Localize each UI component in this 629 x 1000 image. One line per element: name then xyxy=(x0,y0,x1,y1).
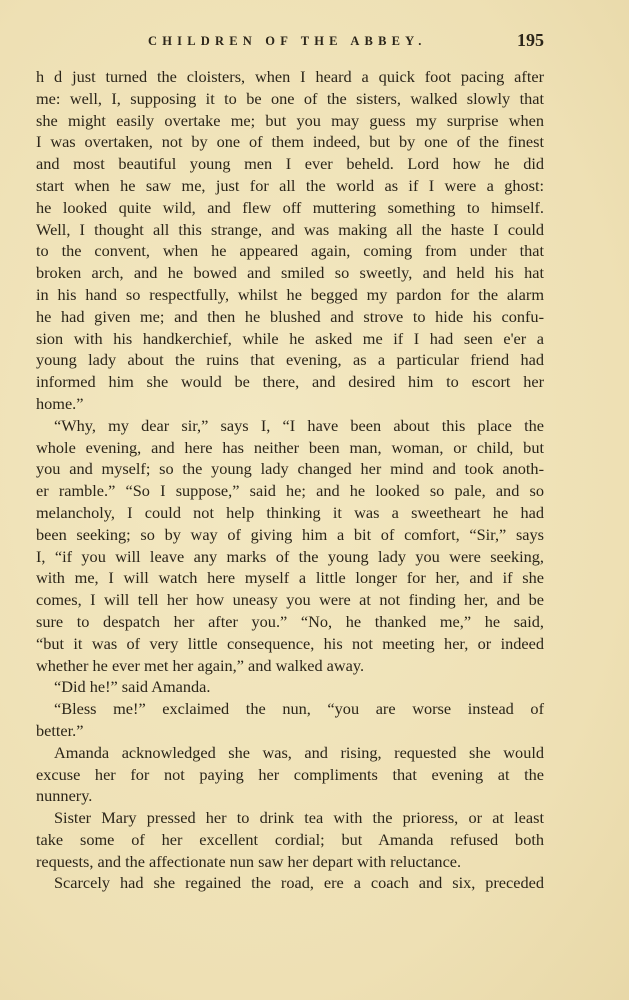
text-line: informed him she would be there, and desired him to escort her xyxy=(36,372,544,392)
text-line: been seeking; so by way of giving him a bit of comfort, “Sir,” says xyxy=(36,524,544,544)
text-line: I was overtaken, not by one of them indeed, but by one of the finest xyxy=(36,132,544,152)
text-line: “Why, my dear sir,” says I, “I have been about this place the xyxy=(54,415,544,435)
text-line: he had given me; and then he blushed and strove to hide his confu- xyxy=(36,306,544,326)
body-text xyxy=(36,66,544,894)
text-line: she might easily overtake me; but you may guess my surprise when xyxy=(36,110,544,130)
running-title: CHILDREN OF THE ABBEY. xyxy=(148,34,427,48)
text-line: Amanda acknowledged she was, and rising, requested she would xyxy=(54,742,544,762)
text-line: “Bless me!” exclaimed the nun, “you are worse instead of xyxy=(54,699,544,719)
text-line: he looked quite wild, and flew off muttering something to himself. xyxy=(36,197,544,217)
text-line: Scarcely had she regained the road, ere a coach and six, preceded xyxy=(54,873,544,893)
text-line: better.” xyxy=(36,720,84,740)
text-line: whether he ever met her again,” and walked away. xyxy=(36,655,365,675)
text-line: Well, I thought all this strange, and was making all the haste I could xyxy=(36,219,544,239)
text-line: nunnery. xyxy=(36,786,93,806)
text-line: take some of her excellent cordial; but Amanda refused both xyxy=(36,829,544,849)
text-line: whole evening, and here has neither been man, woman, or child, but xyxy=(36,437,544,457)
text-line: Sister Mary pressed her to drink tea with the prioress, or at least xyxy=(54,808,544,828)
text-line: and most beautiful young men I ever beheld. Lord how he did xyxy=(36,154,544,174)
text-line: start when he saw me, just for all the world as if I were a ghost: xyxy=(36,175,544,195)
text-line: requests, and the affectionate nun saw her depart with reluctance. xyxy=(36,851,462,871)
text-line: in his hand so respectfully, whilst he begged my pardon for the alarm xyxy=(36,284,544,304)
text-line: excuse her for not paying her compliments that evening at the xyxy=(36,764,544,784)
text-line: to the convent, when he appeared again, coming from under that xyxy=(36,241,544,261)
text-line: I, “if you will leave any marks of the young lady you were seeking, xyxy=(36,546,544,566)
text-line: sion with his handkerchief, while he asked me if I had seen e'er a xyxy=(36,328,544,348)
text-line: home.” xyxy=(36,393,84,413)
text-line: comes, I will tell her how uneasy you were at not finding her, and be xyxy=(36,590,544,610)
text-line: h d just turned the cloisters, when I heard a quick foot pacing after xyxy=(36,67,544,86)
text-line: sure to despatch her after you.” “No, he thanked me,” he said, xyxy=(36,611,544,631)
text-line: young lady about the ruins that evening, as a particular friend had xyxy=(36,350,544,370)
text-line: “but it was of very little consequence, his not meeting her, or indeed xyxy=(36,633,544,653)
page-header xyxy=(36,30,544,54)
text-line: me: well, I, supposing it to be one of the sisters, walked slowly that xyxy=(36,88,544,108)
text-line: “Did he!” said Amanda. xyxy=(54,677,211,697)
text-line: you and myself; so the young lady changed her mind and took anoth- xyxy=(36,459,544,479)
text-line: melancholy, I could not help thinking it was a sweetheart he had xyxy=(36,502,544,522)
page-number: 195 xyxy=(517,30,544,50)
text-line: with me, I will watch here myself a little longer for her, and if she xyxy=(36,568,544,588)
text-line: er ramble.” “So I suppose,” said he; and he looked so pale, and so xyxy=(36,481,544,501)
text-line: broken arch, and he bowed and smiled so sweetly, and held his hat xyxy=(36,263,544,283)
